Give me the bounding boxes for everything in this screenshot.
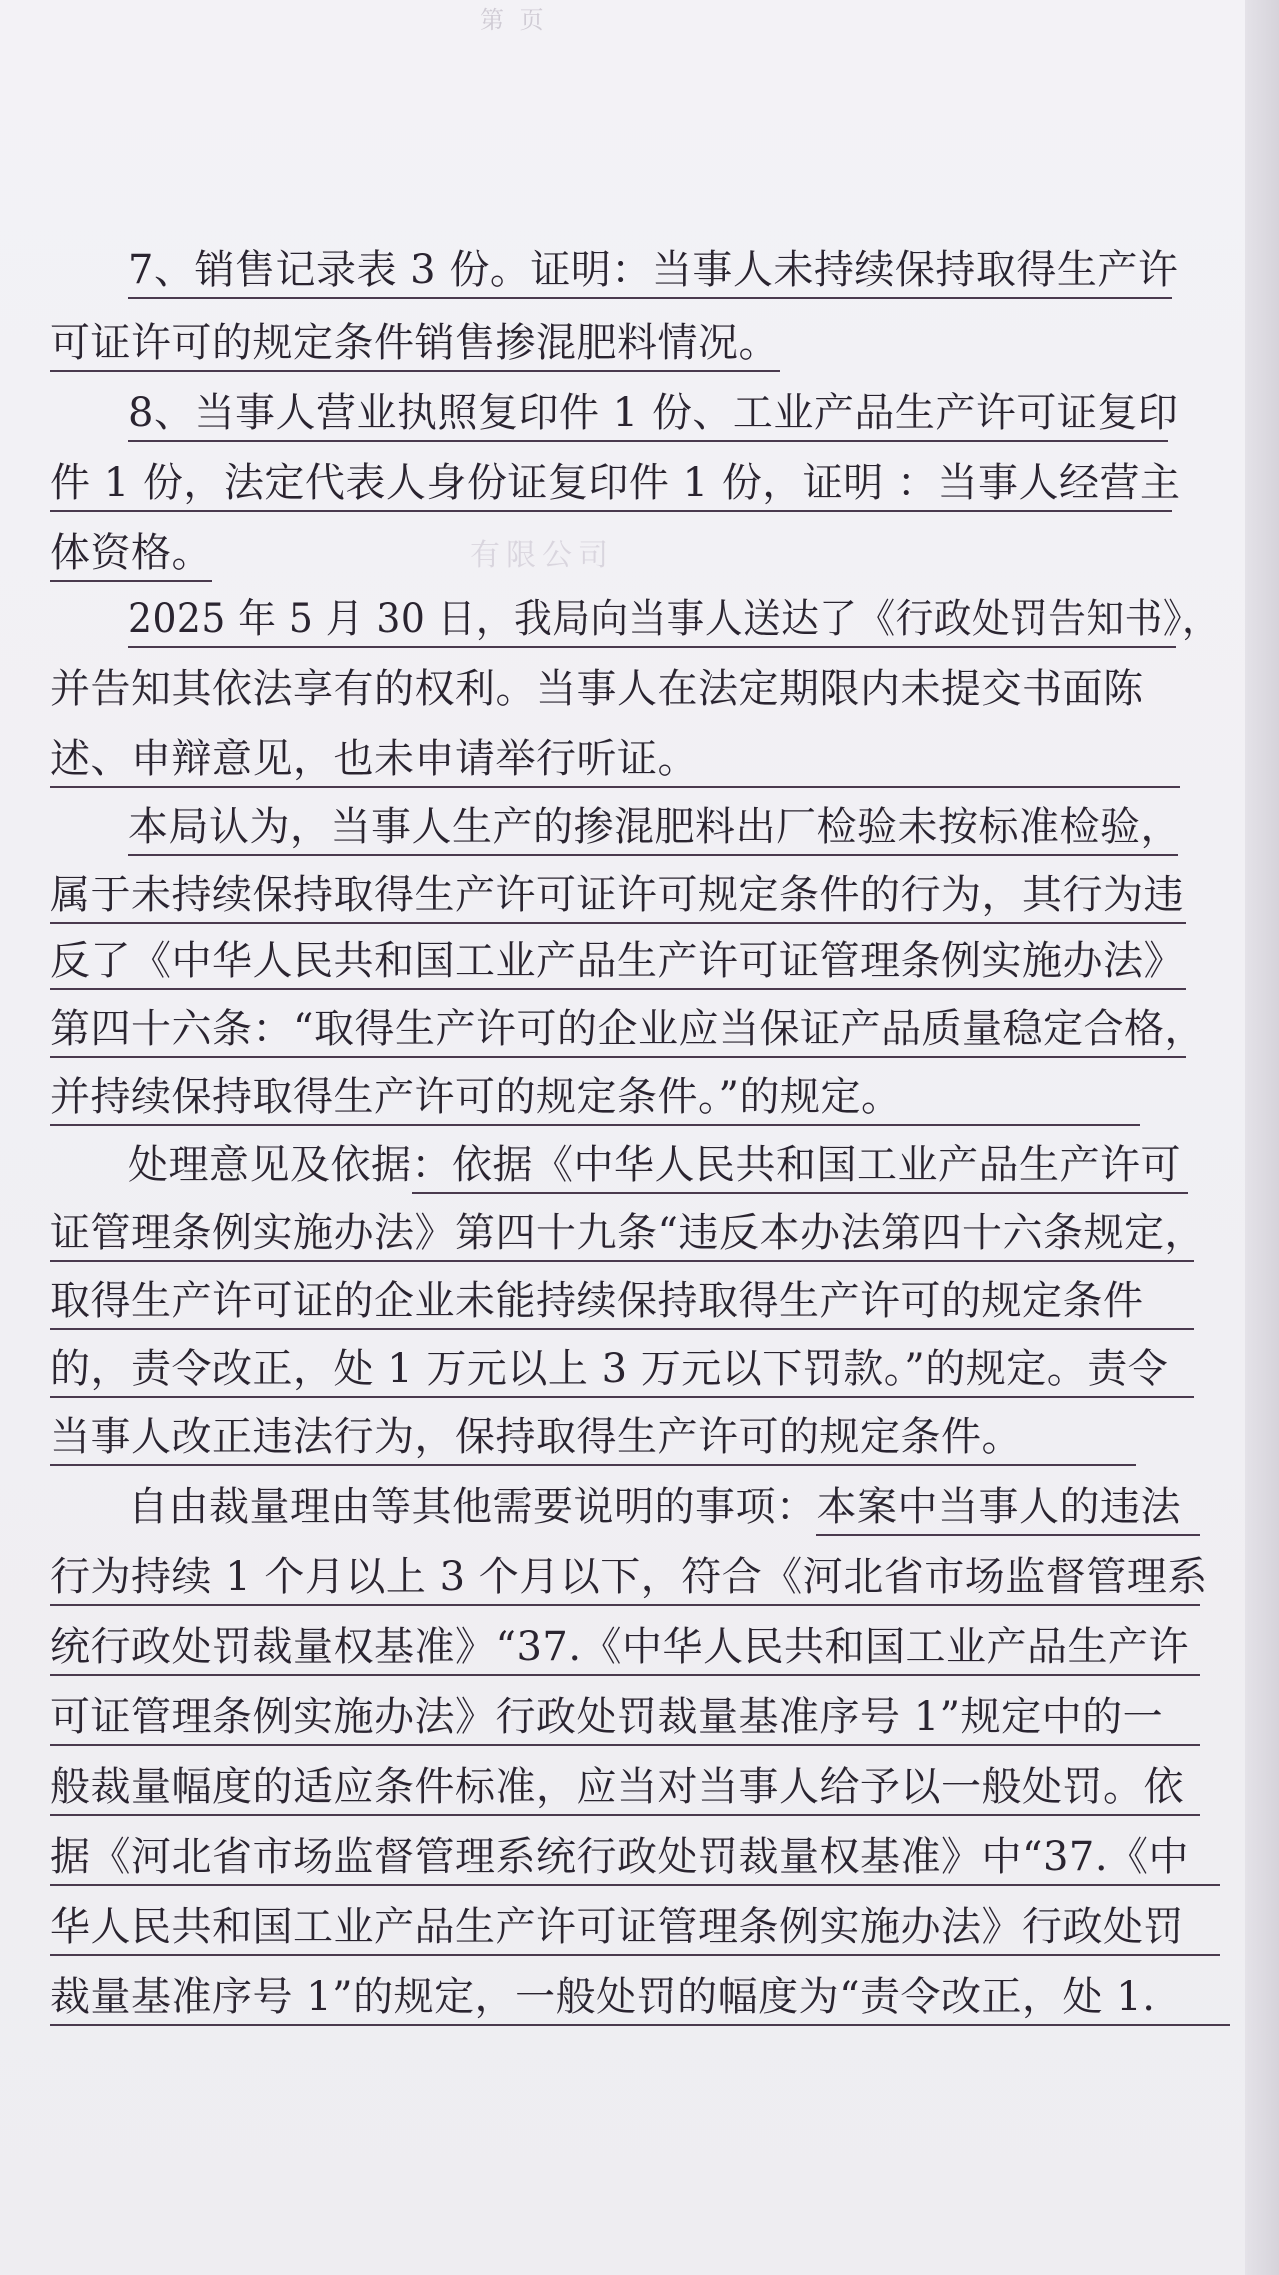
- header-bleed-through: 第 页: [480, 6, 548, 34]
- underline-3: [128, 440, 1168, 442]
- text-line-9: 本局认为，当事人生产的掺混肥料出厂检验未按标准检验，: [128, 804, 1181, 850]
- text-line-19: 自由裁量理由等其他需要说明的事项：本案中当事人的违法: [128, 1484, 1181, 1530]
- underline-13: [50, 1124, 1140, 1126]
- underline-19: [816, 1534, 1200, 1536]
- underline-25: [50, 1954, 1220, 1956]
- background-stamp-bleed: 有限公司: [470, 538, 614, 573]
- text-line-6: 2025 年 5 月 30 日，我局向当事人送达了《行政处罚告知书》，: [128, 596, 1221, 642]
- underline-16: [50, 1328, 1194, 1330]
- underline-1: [128, 297, 1172, 299]
- text-line-7: 并告知其依法享有的权利。当事人在法定期限内未提交书面陈: [50, 666, 1144, 712]
- underline-5: [50, 580, 212, 582]
- underline-11: [50, 988, 1186, 990]
- underline-12: [50, 1056, 1186, 1058]
- underline-24: [50, 1884, 1220, 1886]
- underline-17: [50, 1396, 1194, 1398]
- underline-8: [50, 786, 1180, 788]
- underline-9: [128, 854, 1178, 856]
- underline-15: [50, 1260, 1194, 1262]
- underline-6: [128, 646, 1176, 648]
- text-line-13: 并持续保持取得生产许可的规定条件。”的规定。: [50, 1074, 902, 1120]
- text-line-23: 般裁量幅度的适应条件标准，应当对当事人给予以一般处罚。依: [50, 1764, 1184, 1810]
- text-line-17: 的，责令改正，处 1 万元以上 3 万元以下罚款。”的规定。责令: [50, 1346, 1169, 1392]
- text-line-8: 述、申辩意见，也未申请举行听证。: [50, 736, 698, 782]
- text-line-14: 处理意见及依据：依据《中华人民共和国工业产品生产许可: [128, 1142, 1181, 1188]
- text-line-10: 属于未持续保持取得生产许可证许可规定条件的行为，其行为违: [50, 872, 1184, 918]
- underline-23: [50, 1814, 1200, 1816]
- underline-14: [412, 1192, 1188, 1194]
- text-line-24: 据《河北省市场监督管理系统行政处罚裁量权基准》中“37.《中: [50, 1834, 1190, 1880]
- text-line-3: 8、当事人营业执照复印件 1 份、工业产品生产许可证复印: [128, 390, 1179, 436]
- underline-26: [50, 2024, 1230, 2026]
- underline-20: [50, 1604, 1200, 1606]
- text-line-4: 件 1 份，法定代表人身份证复印件 1 份，证明 ：当事人经营主: [50, 460, 1181, 506]
- underline-21: [50, 1674, 1200, 1676]
- text-line-26: 裁量基准序号 1”的规定，一般处罚的幅度为“责令改正，处 1.: [50, 1974, 1156, 2020]
- text-line-18: 当事人改正违法行为，保持取得生产许可的规定条件。: [50, 1414, 1022, 1460]
- underline-10: [50, 922, 1186, 924]
- text-line-1: 7、销售记录表 3 份。证明：当事人未持续保持取得生产许: [128, 247, 1179, 293]
- underline-22: [50, 1744, 1200, 1746]
- text-line-12: 第四十六条：“取得生产许可的企业应当保证产品质量稳定合格，: [50, 1006, 1205, 1052]
- underline-4: [50, 510, 1172, 512]
- text-line-15: 证管理条例实施办法》第四十九条“违反本办法第四十六条规定，: [50, 1210, 1205, 1256]
- text-line-2: 可证许可的规定条件销售掺混肥料情况。: [50, 320, 779, 366]
- page-edge-shadow: [1245, 0, 1279, 2275]
- underline-2: [50, 370, 780, 372]
- text-line-5: 体资格。: [50, 530, 212, 576]
- text-line-16: 取得生产许可证的企业未能持续保持取得生产许可的规定条件: [50, 1278, 1144, 1324]
- text-line-22: 可证管理条例实施办法》行政处罚裁量基准序号 1”规定中的一: [50, 1694, 1164, 1740]
- underline-18: [50, 1464, 1136, 1466]
- text-line-20: 行为持续 1 个月以上 3 个月以下，符合《河北省市场监督管理系: [50, 1554, 1208, 1600]
- text-line-11: 反了《中华人民共和国工业产品生产许可证管理条例实施办法》: [50, 938, 1184, 984]
- text-line-21: 统行政处罚裁量权基准》“37.《中华人民共和国工业产品生产许: [50, 1624, 1190, 1670]
- text-line-25: 华人民共和国工业产品生产许可证管理条例实施办法》行政处罚: [50, 1904, 1184, 1950]
